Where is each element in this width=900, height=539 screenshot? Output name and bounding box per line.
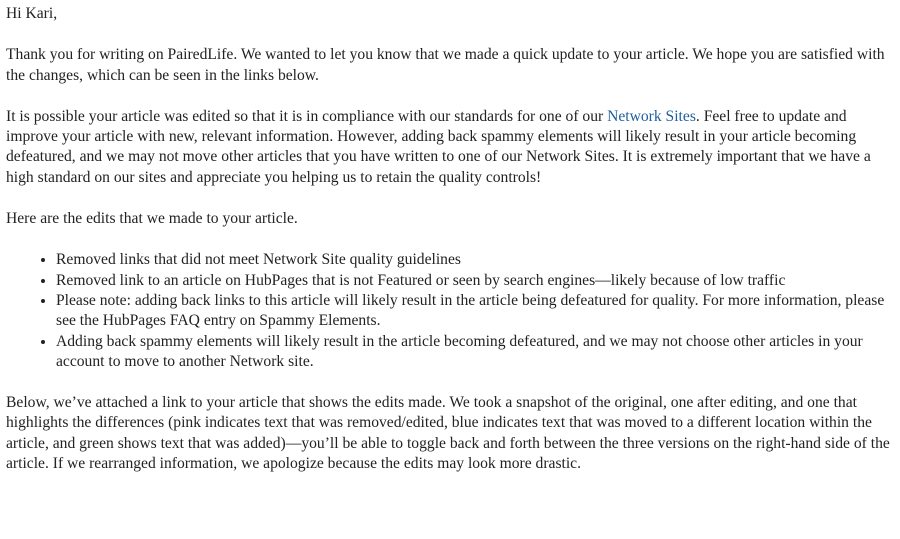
intro-paragraph: Thank you for writing on PairedLife. We wanted to let you know that we made a quick update to your article. We hope you are satisfied with the changes, which can be seen in the links below. bbox=[6, 46, 885, 84]
network-sites-text-before: It is possible your article was edited so that it is in compliance with our standards for one of our bbox=[6, 107, 608, 125]
edit-item: • Removed links that did not meet Network Site quality guidelines bbox=[56, 250, 896, 270]
edit-item: • Adding back spammy elements will likely result in the article becoming defeatured, and we may not choose other articles in your account to move to another Network site. bbox=[56, 332, 896, 373]
network-sites-link[interactable]: Network Sites bbox=[607, 107, 696, 125]
edits-intro: Here are the edits that we made to your article. bbox=[6, 210, 298, 228]
edit-item: • Removed link to an article on HubPages that is not Featured or seen by search engines—likely because of low traffic bbox=[56, 271, 896, 291]
network-sites-paragraph bbox=[6, 107, 896, 188]
network-sites-text-after: . Feel free to update and improve your article with new, relevant information. However, adding back spammy elements will likely result in your article becoming defeatured, and we may not move other articles that you have written to one of our Network Sites. It is extremely important that we have a high standard on our sites and appreciate you helping us to retain the quality controls! bbox=[6, 107, 871, 186]
greeting: Hi Kari, bbox=[6, 5, 58, 22]
edits-list bbox=[6, 250, 896, 372]
edits-explanation-paragraph: Below, we’ve attached a link to your article that shows the edits made. We took a snapshot of the original, one after editing, and one that highlights the differences (pink indicates text that was removed/edited, blue indicates text that was moved to a different location within the article, and green shows text that was added)—you’ll be able to toggle back and forth between the three versions on the right-hand side of the article. If we rearranged information, we apologize because the edits may look more drastic. bbox=[6, 394, 890, 473]
edit-item: • Please note: adding back links to this article will likely result in the article being defeatured for quality. For more information, please see the HubPages FAQ entry on Spammy Elements. bbox=[56, 291, 896, 332]
